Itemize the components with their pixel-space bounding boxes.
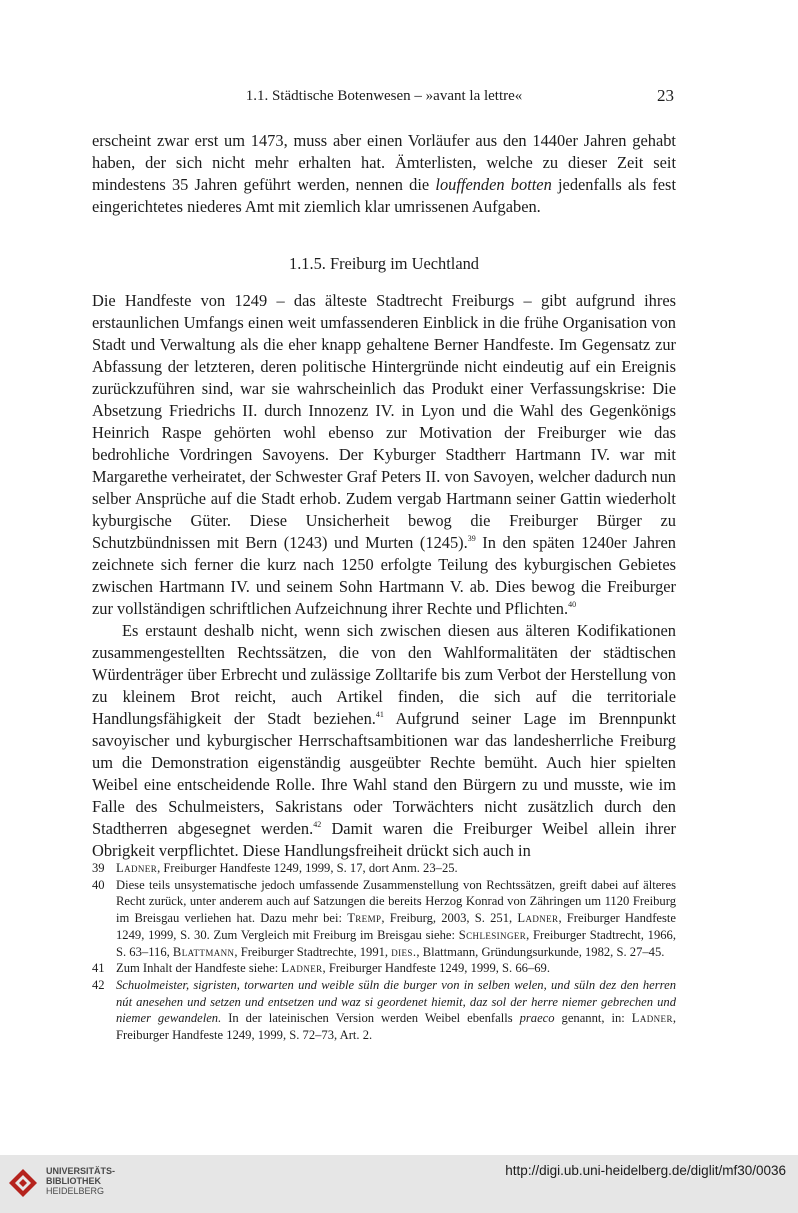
footnote-number: 41 <box>92 961 105 976</box>
footnote-number: 40 <box>92 877 105 892</box>
footnote-39 <box>92 860 676 877</box>
footnote-40 <box>92 877 676 961</box>
library-name <box>46 1166 115 1196</box>
footnote-text: Diese teils unsystematische jedoch umfassende Zusammenstellung von Rechtssätzen, greift dabei auf älteres Recht zurück, unter anderem auch auf Satzungen die bereits Herzog Konrad von Zähringen um 1120 Freiburg im Breisgau verliehen hat. Dazu mehr bei: <box>116 877 676 926</box>
paragraph-text: Es erstaunt deshalb nicht, wenn sich zwischen diesen aus älteren Kodifikationen zusammengestellten Rechtssätzen, die von den Wahlformalitäten der städtischen Würdenträger über Erbrecht und zulässige Zolltarife bis zum Verbot der Herstellung von zu kleinem Brot reicht, auch Artikel finden, die sich auf die territoriale Handlungsfähigkeit der Stadt beziehen. <box>92 621 676 728</box>
paragraph-continued <box>92 130 676 218</box>
author-name: dies. <box>391 944 417 959</box>
running-head-title: 1.1. Städtische Botenwesen – »avant la lettre« <box>245 88 523 104</box>
paragraph-text: jedenfalls als fest eingerichtetes niederes Amt mit ziemlich klar umrissenen Aufgaben. <box>92 175 676 216</box>
author-name: Blattmann <box>172 944 235 959</box>
footnote-text: , Freiburger Handfeste 1249, 1999, S. 17, dort Anm. 23–25. <box>157 861 458 875</box>
italic-term: praeco <box>519 1011 555 1026</box>
footnote-text: genannt, in: <box>554 1011 632 1026</box>
footnote-text: , Freiburger Stadtrecht, 1966, S. 63–116, <box>116 927 676 959</box>
footnote-number: 39 <box>92 861 105 875</box>
footnote-42 <box>92 977 676 1044</box>
footnotes <box>92 860 676 1044</box>
library-name-line: UNIVERSITÄTS- <box>46 1166 116 1176</box>
quotation: Schuolmeister, sigristen, torwarten und weible süln die burger von in selben welen, und süln dez den herren nút anesehen und setzen und entsetzen und waz si geordenet hiemit, daz sol der herre niemer gebrechen und niemer gewandelen. <box>116 977 676 1026</box>
library-name-line: BIBLIOTHEK <box>46 1176 101 1186</box>
paragraph-top <box>92 130 676 218</box>
body-text <box>92 290 676 862</box>
author-name: Ladner <box>116 861 158 875</box>
footnote-text: , Freiburger Handfeste 1249, 1999, S. 72–73, Art. 2. <box>116 1011 677 1043</box>
paragraph-text: In den späten 1240er Jahren zeichnete sich ferner die kurz nach 1250 erfolgte Teilung des kyburgischen Gebietes zwischen Hartmann IV. und seinem Sohn Hartmann V. ab. Dies bewog die Freiburger zur vollständigen schriftlichen Aufzeichnung ihrer Rechte und Pflichten. <box>92 533 676 618</box>
source-url-link[interactable]: http://digi.ub.uni-heidelberg.de/diglit/mf30/0036 <box>505 1163 786 1178</box>
author-name: Ladner <box>517 911 559 926</box>
footnote-text: , Freiburger Handfeste 1249, 1999, S. 66–69. <box>322 961 550 976</box>
library-logo-icon[interactable] <box>6 1163 40 1203</box>
footnote-text: , Freiburger Stadtrechte, 1991, <box>234 944 392 959</box>
paragraph-1 <box>92 290 676 620</box>
footnote-text: , Blattmann, Gründungsurkunde, 1982, S. 27–45. <box>416 944 665 959</box>
paragraph-text: Aufgrund seiner Lage im Brennpunkt savoyischer und kyburgischer Herrschaftsambitionen war das landesherrliche Freiburg um die Demonstration eigenständig ausgeübter Rechte bemüht. Auch hier spielten Weibel eine entscheidende Rolle. Ihre Wahl stand den Bürgern zu und musste, wie im Falle des Schulmeisters, Sakristans oder Torwächters nicht zusätzlich durch den Stadtherren abgesegnet werden. <box>92 709 677 838</box>
running-head <box>92 86 676 108</box>
author-name: Ladner <box>281 961 323 976</box>
footnote-ref[interactable]: 40 <box>568 600 577 609</box>
footnote-ref[interactable]: 42 <box>313 820 322 829</box>
footer-bar <box>0 1155 798 1213</box>
author-name: Tremp <box>347 911 382 926</box>
section-heading: 1.1.5. Freiburg im Uechtland <box>289 254 479 273</box>
footnote-text: , Freiburg, 2003, S. 251, <box>381 911 518 926</box>
footnote-text: In der lateinischen Version werden Weibel ebenfalls <box>221 1011 520 1026</box>
footnote-text: , Freiburger Handfeste 1249, 1999, S. 30. Zum Vergleich mit Freiburg im Breisgau siehe: <box>116 911 676 942</box>
author-name: Schlesinger <box>458 927 527 942</box>
paragraph-text: Damit waren die Freiburger Weibel allein ihrer Obrigkeit verpflichtet. Diese Handlungsfreiheit drückt sich auch in <box>92 819 676 860</box>
paragraph-text: Die Handfeste von 1249 – das älteste Stadtrecht Freiburgs – gibt aufgrund ihres erstaunlichen Umfangs einen weit umfassenderen Einblick in die frühe Organisation von Stadt und Verwaltung als die eher knapp gehaltene Berner Handfeste. Im Gegensatz zur Abfassung der letzteren, deren politische Hintergründe nicht eindeutig auf ein Ereignis zurückzuführen sind, war sie wahrscheinlich das Produkt einer Verfassungskrise: Die Absetzung Friedrichs II. durch Innozenz IV. in Lyon und die Wahl des Gegenkönigs Heinrich Raspe gehörten wohl ebenso zur Motivation der Freiburger wie das bedrohliche Vordringen Savoyens. Der Kyburger Stadtherr Hartmann IV. war mit Margarethe verheiratet, der Schwester Graf Peters II. von Savoyen, welcher dadurch nun selber Ansprüche auf die Stadt erhob. Zudem vergab Hartmann seiner Gattin wiederholt kyburgische Güter. Diese Unsicherheit bewog die Freiburger Bürger zu Schutzbündnissen mit Bern (1243) und Murten (1245). <box>92 291 676 552</box>
footnote-text: Zum Inhalt der Handfeste siehe: <box>116 961 282 976</box>
footnote-ref[interactable]: 41 <box>375 710 384 719</box>
footnote-41 <box>92 960 676 977</box>
library-name-line: HEIDELBERG <box>46 1186 105 1196</box>
footnote-ref[interactable]: 39 <box>467 534 476 543</box>
paragraph-2 <box>92 620 676 862</box>
author-name: Ladner <box>631 1011 673 1026</box>
page-number: 23 <box>657 86 674 105</box>
italic-term: louffenden botten <box>435 175 552 194</box>
paragraph-text: erscheint zwar erst um 1473, muss aber einen Vorläufer aus den 1440er Jahren gehabt haben, der sich nicht mehr erhalten hat. Ämterlisten, welche zu dieser Zeit seit mindestens 35 Jahren geführt werden, nennen die <box>92 131 676 194</box>
footnote-number: 42 <box>92 977 105 992</box>
